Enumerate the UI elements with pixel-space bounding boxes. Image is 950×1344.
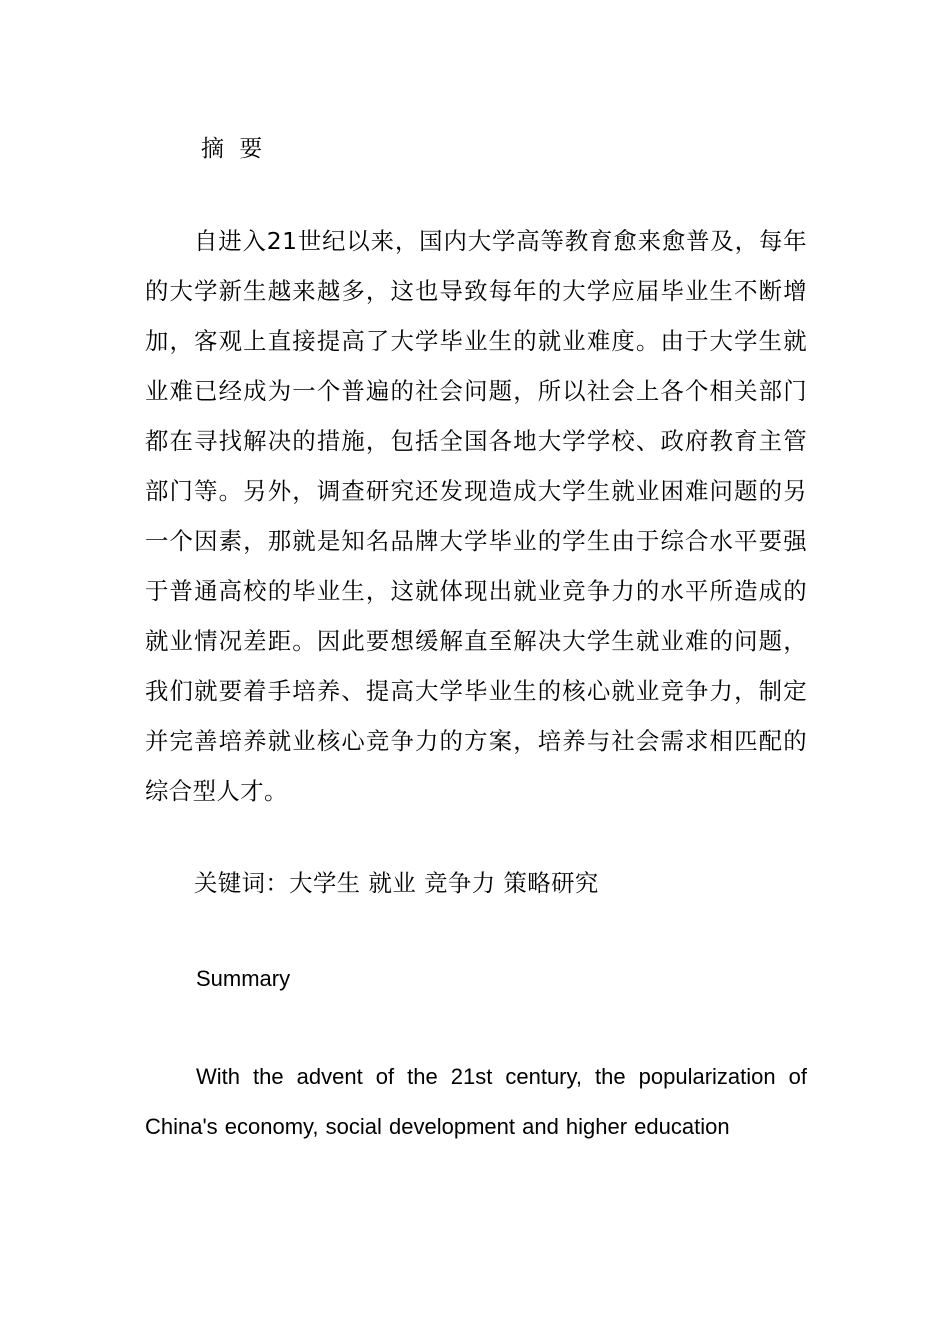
keywords-line (145, 858, 807, 908)
document-body (145, 127, 807, 1152)
chinese-abstract-heading: 摘 要 (201, 136, 267, 162)
chinese-abstract-paragraph: 自进入21世纪以来，国内大学高等教育愈来愈普及，每年的大学新生越来越多，这也导致每年的大学应届毕业生不断增加，客观上直接提高了大学毕业生的就业难度。由于大学生就业难已经成为一个普遍的社会问题，所以社会上各个相关部门都在寻找解决的措施，包括全国各地大学学校、政府教育主管部门等。另外，调查研究还发现造成大学生就业困难问题的另一个因素，那就是知名品牌大学毕业的学生由于综合水平要强于普通高校的毕业生，这就体现出就业竞争力的水平所造成的就业情况差距。因此要想缓解直至解决大学生就业难的问题，我们就要着手培养、提高大学毕业生的核心就业竞争力，制定并完善培养就业核心竞争力的方案，培养与社会需求相匹配的综合型人才。 (145, 227, 807, 805)
keyword-item: 竞争力 (424, 869, 496, 897)
keywords-label: 关键词： (194, 869, 290, 897)
keyword-item: 就业 (368, 869, 417, 897)
keyword-item: 策略研究 (503, 869, 599, 897)
keyword-item: 大学生 (289, 869, 361, 897)
english-abstract-heading: Summary (196, 966, 291, 991)
english-abstract-paragraph: With the advent of the 21st century, the popularization of China's economy, social development and higher education (145, 1064, 807, 1139)
